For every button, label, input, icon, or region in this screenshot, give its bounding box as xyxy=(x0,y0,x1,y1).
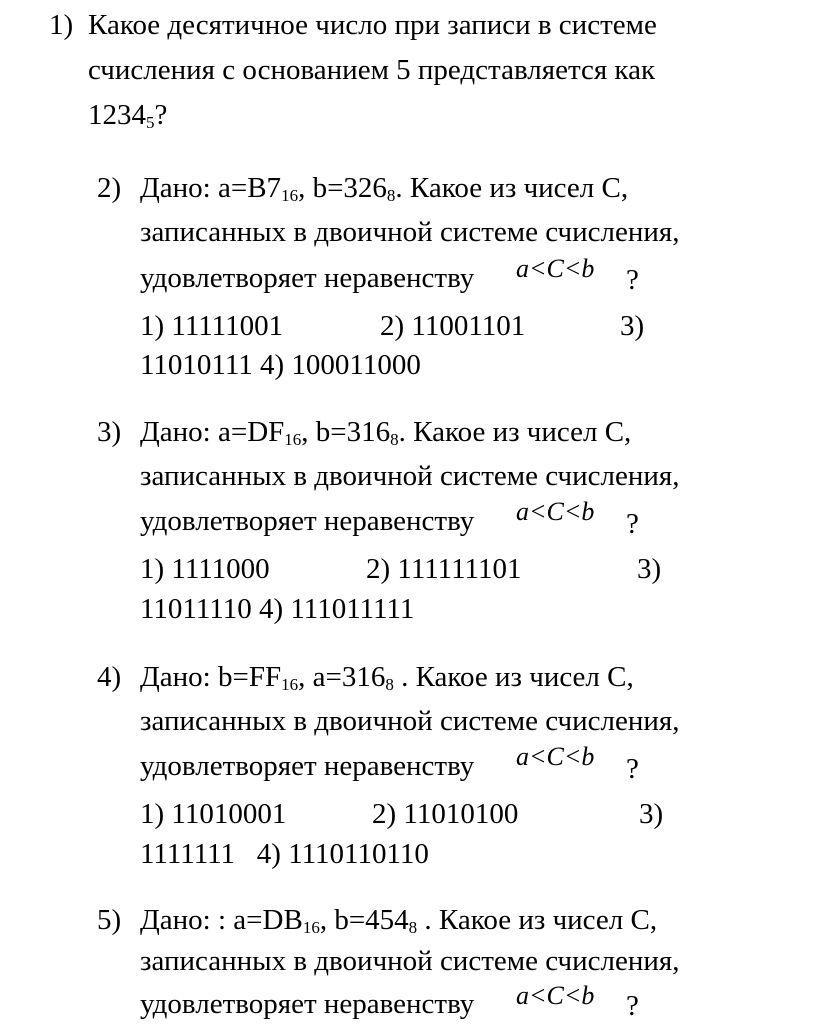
question-5-line-2: записанных в двоичной системе счисления, xyxy=(140,945,680,977)
question-1-line-2: счисления с основанием 5 представляется как xyxy=(88,54,656,86)
question-4-option-2: 2) 11010100 xyxy=(372,798,519,830)
question-1-line-1: Какое десятичное число при записи в системе xyxy=(88,9,657,41)
question-4-b-base: 8 xyxy=(385,675,394,694)
question-3-line-1: Дано: a=DF16, b=3168. Какое из чисел C, xyxy=(140,416,632,449)
question-2-a-base: 16 xyxy=(281,186,299,205)
question-5-a-base: 16 xyxy=(302,918,320,937)
question-5-b-base: 8 xyxy=(408,918,418,937)
question-3-b-base: 8 xyxy=(390,430,399,449)
question-2-qmark: ? xyxy=(626,264,639,296)
question-5-line-1: Дано: : a=DB16, b=4548 . Какое из чисел C, xyxy=(140,904,658,937)
question-4-number: 4) xyxy=(97,661,122,693)
question-5-qmark: ? xyxy=(626,990,639,1022)
question-2-options-line-2: 11010111 4) 100011000 xyxy=(140,349,421,381)
question-4-a-base: 16 xyxy=(281,675,299,694)
question-2-option-1: 1) 11111001 xyxy=(140,310,284,342)
question-2-line-1: Дано: a=B716, b=3268. Какое из чисел C, xyxy=(140,172,629,205)
question-1-end: ? xyxy=(154,99,168,131)
question-3-option-3-number: 3) xyxy=(637,553,662,585)
question-3-line-2: записанных в двоичной системе счисления, xyxy=(140,460,680,492)
question-1-line-3 xyxy=(88,98,167,136)
question-5-number: 5) xyxy=(97,904,122,936)
question-2-number: 2) xyxy=(97,172,122,204)
question-5-line-3: удовлетворяет неравенству xyxy=(140,988,475,1020)
question-2-inequality: a<C<b xyxy=(516,254,595,283)
question-4-qmark: ? xyxy=(626,753,639,785)
question-4-options-line-2: 1111111 4) 1110110110 xyxy=(140,838,429,870)
question-3-a-base: 16 xyxy=(284,430,302,449)
question-3-number: 3) xyxy=(97,416,122,448)
question-3-option-2: 2) 111111101 xyxy=(366,553,522,585)
question-1-value-base: 5 xyxy=(146,113,155,132)
question-4-option-3-number: 3) xyxy=(639,798,664,830)
question-4-option-1: 1) 11010001 xyxy=(140,798,287,830)
question-3-option-1: 1) 1111000 xyxy=(140,553,270,585)
question-5-inequality: a<C<b xyxy=(516,981,595,1010)
question-3-inequality: a<C<b xyxy=(516,497,595,526)
question-4-line-1: Дано: b=FF16, a=3168 . Какое из чисел C, xyxy=(140,661,634,694)
question-2-line-3: удовлетворяет неравенству xyxy=(140,262,475,294)
question-2-b-base: 8 xyxy=(386,186,396,205)
question-3-line-3: удовлетворяет неравенству xyxy=(140,505,475,537)
question-1-value: 1234 xyxy=(88,99,146,131)
question-3-qmark: ? xyxy=(626,508,639,540)
question-2-option-3-number: 3) xyxy=(620,310,645,342)
question-2-line-2: записанных в двоичной системе счисления, xyxy=(140,216,680,248)
question-4-line-2: записанных в двоичной системе счисления, xyxy=(140,705,680,737)
question-3-options-line-2: 11011110 4) 111011111 xyxy=(140,593,415,625)
question-4-inequality: a<C<b xyxy=(516,742,595,771)
question-2-option-2: 2) 11001101 xyxy=(380,310,526,342)
question-4-line-3: удовлетворяет неравенству xyxy=(140,750,475,782)
question-1-number: 1) xyxy=(49,9,74,41)
